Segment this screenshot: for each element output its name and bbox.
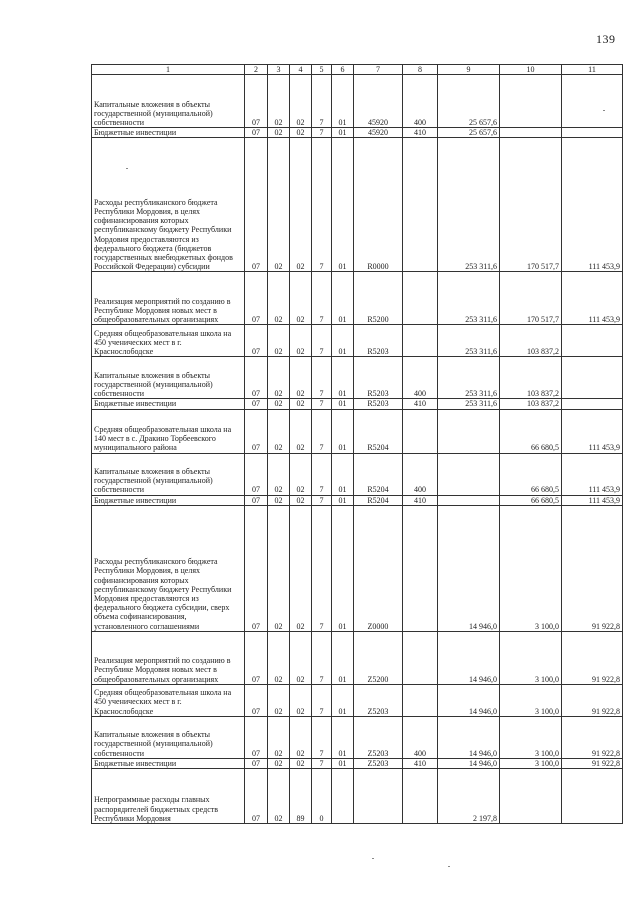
cell-col-7: R5204 <box>354 409 403 453</box>
cell-col-9: 2 197,8 <box>438 769 500 824</box>
cell-col-2: 07 <box>245 684 268 716</box>
cell-col-5: 7 <box>312 453 332 495</box>
cell-col-11: 111 453,9 <box>562 453 623 495</box>
cell-col-3: 02 <box>268 453 290 495</box>
cell-col-6: 01 <box>332 684 354 716</box>
cell-col-2: 07 <box>245 357 268 399</box>
table-row <box>92 138 623 272</box>
row-description: Бюджетные инвестиции <box>92 128 245 138</box>
cell-col-5: 7 <box>312 409 332 453</box>
cell-col-2: 07 <box>245 716 268 758</box>
cell-col-11: 91 922,8 <box>562 631 623 684</box>
cell-col-8: 400 <box>403 75 438 128</box>
column-header: 10 <box>500 65 562 75</box>
cell-col-3: 02 <box>268 75 290 128</box>
cell-col-7: 45920 <box>354 128 403 138</box>
cell-col-4: 02 <box>290 128 312 138</box>
cell-col-3: 02 <box>268 769 290 824</box>
cell-col-10: 103 837,2 <box>500 357 562 399</box>
table-row <box>92 399 623 409</box>
cell-col-4: 02 <box>290 138 312 272</box>
cell-col-2: 07 <box>245 138 268 272</box>
cell-col-7: Z0000 <box>354 505 403 631</box>
cell-col-5: 7 <box>312 128 332 138</box>
cell-col-9: 253 311,6 <box>438 357 500 399</box>
cell-col-9: 14 946,0 <box>438 631 500 684</box>
cell-col-6: 01 <box>332 505 354 631</box>
cell-col-10: 170 517,7 <box>500 272 562 325</box>
cell-col-3: 02 <box>268 272 290 325</box>
cell-col-6: 01 <box>332 138 354 272</box>
row-description: Капитальные вложения в объекты государственной (муниципальной) собственности <box>92 716 245 758</box>
row-description: Расходы республиканского бюджета Республики Мордовия, в целях софинансирования которых республиканскому бюджету Республики Мордовия предоставляются из федерального бюджета (бюджетов государственных внебюджетных фондов Российской Федерации) субсидии <box>92 138 245 272</box>
cell-col-8 <box>403 769 438 824</box>
cell-col-5: 7 <box>312 272 332 325</box>
cell-col-8 <box>403 684 438 716</box>
cell-col-5: 7 <box>312 75 332 128</box>
row-description: Расходы республиканского бюджета Республики Мордовия, в целях софинансирования которых республиканскому бюджету Республики Мордовия предоставляются из федерального бюджета субсидии, сверх объема софинансирования, установленного соглашениями <box>92 505 245 631</box>
cell-col-10: 3 100,0 <box>500 684 562 716</box>
cell-col-10: 66 680,5 <box>500 453 562 495</box>
cell-col-11 <box>562 325 623 357</box>
cell-col-11: 111 453,9 <box>562 409 623 453</box>
row-description: Непрограммные расходы главных распорядителей бюджетных средств Республики Мордовия <box>92 769 245 824</box>
cell-col-10: 3 100,0 <box>500 758 562 768</box>
cell-col-8 <box>403 631 438 684</box>
cell-col-5: 0 <box>312 769 332 824</box>
table-row <box>92 716 623 758</box>
column-header: 6 <box>332 65 354 75</box>
cell-col-8 <box>403 409 438 453</box>
table-row <box>92 75 623 128</box>
cell-col-4: 89 <box>290 769 312 824</box>
column-header: 8 <box>403 65 438 75</box>
cell-col-10: 103 837,2 <box>500 325 562 357</box>
cell-col-3: 02 <box>268 399 290 409</box>
cell-col-4: 02 <box>290 409 312 453</box>
cell-col-2: 07 <box>245 272 268 325</box>
column-header: 1 <box>92 65 245 75</box>
cell-col-8 <box>403 505 438 631</box>
cell-col-3: 02 <box>268 409 290 453</box>
cell-col-6: 01 <box>332 495 354 505</box>
cell-col-3: 02 <box>268 505 290 631</box>
cell-col-7: R0000 <box>354 138 403 272</box>
row-description: Капитальные вложения в объекты государственной (муниципальной) собственности <box>92 75 245 128</box>
cell-col-2: 07 <box>245 631 268 684</box>
cell-col-8: 400 <box>403 357 438 399</box>
row-description: Бюджетные инвестиции <box>92 399 245 409</box>
column-header: 9 <box>438 65 500 75</box>
cell-col-4: 02 <box>290 75 312 128</box>
cell-col-5: 7 <box>312 495 332 505</box>
cell-col-11: 91 922,8 <box>562 505 623 631</box>
cell-col-4: 02 <box>290 325 312 357</box>
cell-col-6: 01 <box>332 128 354 138</box>
cell-col-3: 02 <box>268 716 290 758</box>
cell-col-10: 3 100,0 <box>500 716 562 758</box>
cell-col-2: 07 <box>245 769 268 824</box>
cell-col-11 <box>562 399 623 409</box>
cell-col-7 <box>354 769 403 824</box>
cell-col-10: 66 680,5 <box>500 409 562 453</box>
cell-col-9: 25 657,6 <box>438 128 500 138</box>
cell-col-9: 253 311,6 <box>438 325 500 357</box>
cell-col-11 <box>562 75 623 128</box>
cell-col-6: 01 <box>332 453 354 495</box>
column-header: 3 <box>268 65 290 75</box>
cell-col-6: 01 <box>332 409 354 453</box>
cell-col-4: 02 <box>290 716 312 758</box>
cell-col-3: 02 <box>268 357 290 399</box>
row-description: Средняя общеобразовательная школа на 140 мест в с. Дракино Торбеевского муниципального района <box>92 409 245 453</box>
cell-col-9 <box>438 409 500 453</box>
column-header: 2 <box>245 65 268 75</box>
cell-col-10 <box>500 128 562 138</box>
table-row <box>92 631 623 684</box>
cell-col-5: 7 <box>312 399 332 409</box>
cell-col-6: 01 <box>332 272 354 325</box>
cell-col-9: 25 657,6 <box>438 75 500 128</box>
row-description: Реализация мероприятий по созданию в Республике Мордовия новых мест в общеобразовательных организациях <box>92 631 245 684</box>
cell-col-5: 7 <box>312 716 332 758</box>
cell-col-5: 7 <box>312 505 332 631</box>
cell-col-11 <box>562 769 623 824</box>
cell-col-2: 07 <box>245 325 268 357</box>
cell-col-3: 02 <box>268 758 290 768</box>
cell-col-8 <box>403 272 438 325</box>
cell-col-6: 01 <box>332 75 354 128</box>
cell-col-10: 3 100,0 <box>500 631 562 684</box>
cell-col-6: 01 <box>332 325 354 357</box>
cell-col-8 <box>403 138 438 272</box>
row-description: Капитальные вложения в объекты государственной (муниципальной) собственности <box>92 453 245 495</box>
cell-col-11 <box>562 357 623 399</box>
cell-col-9 <box>438 495 500 505</box>
cell-col-2: 07 <box>245 75 268 128</box>
cell-col-5: 7 <box>312 758 332 768</box>
cell-col-3: 02 <box>268 631 290 684</box>
cell-col-11: 91 922,8 <box>562 716 623 758</box>
cell-col-7: Z5200 <box>354 631 403 684</box>
cell-col-7: R5203 <box>354 399 403 409</box>
table-row <box>92 769 623 824</box>
cell-col-10: 103 837,2 <box>500 399 562 409</box>
table-row <box>92 357 623 399</box>
cell-col-11 <box>562 128 623 138</box>
table-header-row <box>92 65 623 75</box>
cell-col-8: 410 <box>403 758 438 768</box>
cell-col-2: 07 <box>245 399 268 409</box>
cell-col-4: 02 <box>290 357 312 399</box>
cell-col-4: 02 <box>290 505 312 631</box>
cell-col-7: R5203 <box>354 325 403 357</box>
cell-col-4: 02 <box>290 684 312 716</box>
cell-col-8: 400 <box>403 716 438 758</box>
cell-col-11: 111 453,9 <box>562 495 623 505</box>
cell-col-5: 7 <box>312 357 332 399</box>
cell-col-3: 02 <box>268 325 290 357</box>
cell-col-4: 02 <box>290 272 312 325</box>
cell-col-7: R5204 <box>354 453 403 495</box>
cell-col-9: 253 311,6 <box>438 399 500 409</box>
row-description: Бюджетные инвестиции <box>92 495 245 505</box>
row-description: Реализация мероприятий по созданию в Республике Мордовия новых мест в общеобразовательных организациях <box>92 272 245 325</box>
table-row <box>92 758 623 768</box>
table-row <box>92 272 623 325</box>
table-row <box>92 128 623 138</box>
column-header: 4 <box>290 65 312 75</box>
table-row <box>92 495 623 505</box>
cell-col-5: 7 <box>312 325 332 357</box>
cell-col-10: 170 517,7 <box>500 138 562 272</box>
cell-col-2: 07 <box>245 128 268 138</box>
cell-col-5: 7 <box>312 631 332 684</box>
row-description: Средняя общеобразовательная школа на 450 ученических мест в г. Краснослободске <box>92 684 245 716</box>
cell-col-11: 111 453,9 <box>562 272 623 325</box>
cell-col-3: 02 <box>268 495 290 505</box>
cell-col-8 <box>403 325 438 357</box>
cell-col-8: 400 <box>403 453 438 495</box>
cell-col-9: 14 946,0 <box>438 684 500 716</box>
row-description: Бюджетные инвестиции <box>92 758 245 768</box>
column-header: 11 <box>562 65 623 75</box>
cell-col-11: 111 453,9 <box>562 138 623 272</box>
cell-col-7: Z5203 <box>354 684 403 716</box>
cell-col-5: 7 <box>312 684 332 716</box>
cell-col-11: 91 922,8 <box>562 758 623 768</box>
cell-col-9: 14 946,0 <box>438 758 500 768</box>
column-header: 7 <box>354 65 403 75</box>
page-number: 139 <box>596 32 616 46</box>
scan-speck <box>126 168 128 169</box>
cell-col-5: 7 <box>312 138 332 272</box>
cell-col-9 <box>438 453 500 495</box>
cell-col-10: 3 100,0 <box>500 505 562 631</box>
cell-col-4: 02 <box>290 631 312 684</box>
cell-col-6: 01 <box>332 631 354 684</box>
cell-col-7: R5204 <box>354 495 403 505</box>
budget-table <box>91 64 623 824</box>
cell-col-7: Z5203 <box>354 758 403 768</box>
cell-col-3: 02 <box>268 128 290 138</box>
scan-speck <box>603 110 605 111</box>
cell-col-2: 07 <box>245 453 268 495</box>
row-description: Капитальные вложения в объекты государственной (муниципальной) собственности <box>92 357 245 399</box>
column-header: 5 <box>312 65 332 75</box>
cell-col-2: 07 <box>245 758 268 768</box>
cell-col-7: R5200 <box>354 272 403 325</box>
cell-col-7: R5203 <box>354 357 403 399</box>
table-row <box>92 409 623 453</box>
cell-col-4: 02 <box>290 758 312 768</box>
cell-col-8: 410 <box>403 495 438 505</box>
scan-speck <box>372 858 374 859</box>
cell-col-3: 02 <box>268 684 290 716</box>
cell-col-10: 66 680,5 <box>500 495 562 505</box>
cell-col-4: 02 <box>290 495 312 505</box>
cell-col-8: 410 <box>403 399 438 409</box>
cell-col-6 <box>332 769 354 824</box>
cell-col-7: Z5203 <box>354 716 403 758</box>
cell-col-9: 253 311,6 <box>438 272 500 325</box>
cell-col-4: 02 <box>290 453 312 495</box>
cell-col-2: 07 <box>245 409 268 453</box>
table-row <box>92 505 623 631</box>
cell-col-6: 01 <box>332 758 354 768</box>
table-row <box>92 325 623 357</box>
cell-col-10 <box>500 75 562 128</box>
cell-col-6: 01 <box>332 716 354 758</box>
cell-col-9: 14 946,0 <box>438 505 500 631</box>
cell-col-8: 410 <box>403 128 438 138</box>
cell-col-2: 07 <box>245 495 268 505</box>
row-description: Средняя общеобразовательная школа на 450 ученических мест в г. Краснослободске <box>92 325 245 357</box>
cell-col-7: 45920 <box>354 75 403 128</box>
table-row <box>92 453 623 495</box>
cell-col-2: 07 <box>245 505 268 631</box>
cell-col-11: 91 922,8 <box>562 684 623 716</box>
cell-col-10 <box>500 769 562 824</box>
scan-speck <box>448 866 450 867</box>
cell-col-9: 14 946,0 <box>438 716 500 758</box>
cell-col-6: 01 <box>332 357 354 399</box>
cell-col-6: 01 <box>332 399 354 409</box>
cell-col-3: 02 <box>268 138 290 272</box>
cell-col-4: 02 <box>290 399 312 409</box>
cell-col-9: 253 311,6 <box>438 138 500 272</box>
table-row <box>92 684 623 716</box>
